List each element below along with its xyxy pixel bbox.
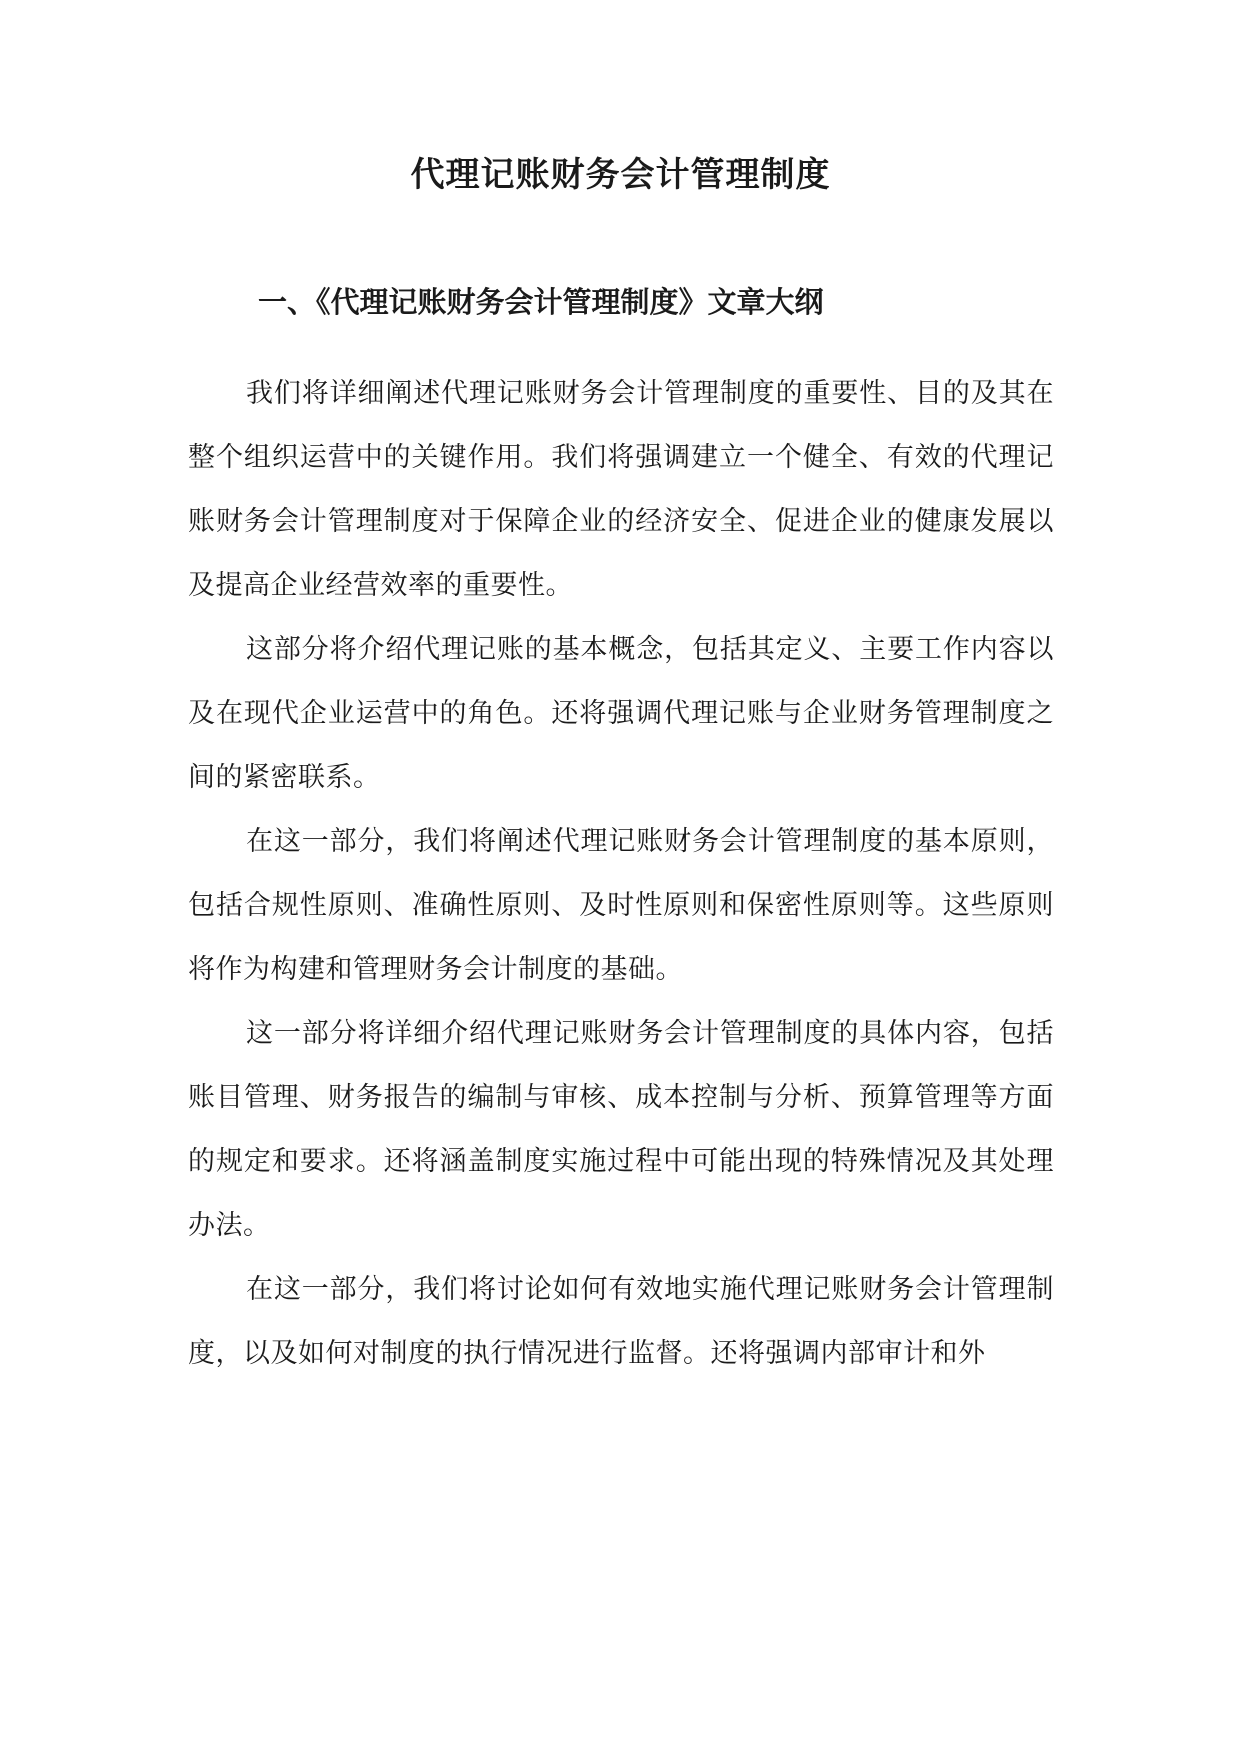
section-heading: 一、《代理记账财务会计管理制度》文章大纲 (258, 285, 824, 319)
paragraph: 在这一部分，我们将讨论如何有效地实施代理记账财务会计管理制度，以及如何对制度的执行情况进行监督。还将强调内部审计和外 (188, 1274, 1054, 1369)
paragraph: 在这一部分，我们将阐述代理记账财务会计管理制度的基本原则，包括合规性原则、准确性原则、及时性原则和保密性原则等。这些原则将作为构建和管理财务会计制度的基础。 (188, 826, 1054, 985)
paragraph: 我们将详细阐述代理记账财务会计管理制度的重要性、目的及其在整个组织运营中的关键作用。我们将强调建立一个健全、有效的代理记账财务会计管理制度对于保障企业的经济安全、促进企业的健康发展以及提高企业经营效率的重要性。 (188, 378, 1054, 601)
paragraph: 这一部分将详细介绍代理记账财务会计管理制度的具体内容，包括账目管理、财务报告的编制与审核、成本控制与分析、预算管理等方面的规定和要求。还将涵盖制度实施过程中可能出现的特殊情况及其处理办法。 (188, 1018, 1054, 1241)
document-title: 代理记账财务会计管理制度 (410, 155, 831, 195)
document-body (188, 362, 1054, 1386)
paragraph: 这部分将介绍代理记账的基本概念，包括其定义、主要工作内容以及在现代企业运营中的角色。还将强调代理记账与企业财务管理制度之间的紧密联系。 (188, 634, 1054, 793)
